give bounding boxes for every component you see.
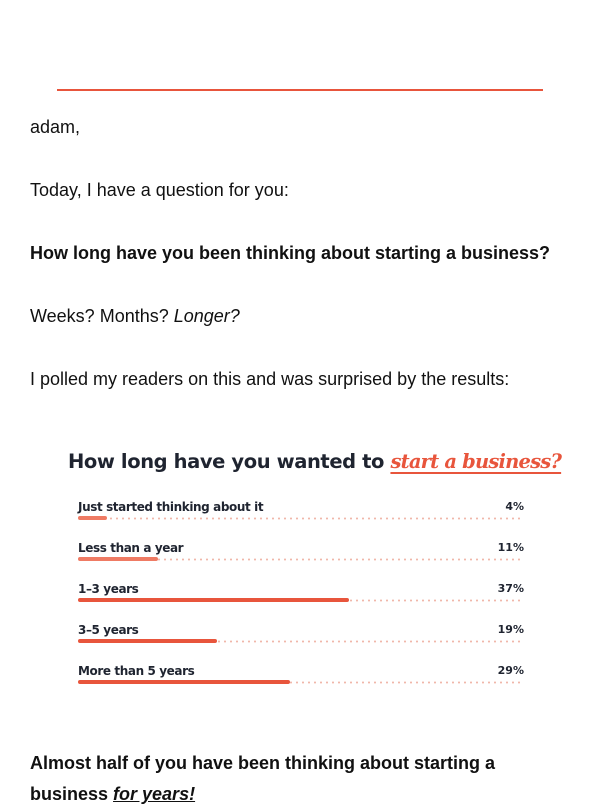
closing-plain: business	[30, 784, 114, 804]
poll-row	[78, 664, 524, 694]
poll-percentage: 37%	[497, 582, 524, 595]
options-italic: Longer?	[173, 306, 240, 326]
options-line	[30, 305, 240, 327]
poll-percentage: 11%	[497, 541, 524, 554]
closing-line-1: Almost half of you have been thinking about starting a	[30, 753, 496, 773]
poll-bar-track	[78, 517, 524, 520]
poll-option-label: Just started thinking about it	[78, 500, 264, 514]
poll-bar	[78, 598, 349, 602]
poll-bar	[78, 680, 290, 684]
closing-paragraph	[30, 748, 495, 810]
poll-row	[78, 500, 524, 530]
poll-option-label: 1–3 years	[78, 582, 139, 596]
poll-option-label: More than 5 years	[78, 664, 195, 678]
greeting: adam,	[30, 117, 81, 137]
poll-row	[78, 541, 524, 571]
poll-title-plain: How long have you wanted to	[68, 450, 391, 473]
header-divider	[57, 89, 543, 91]
poll-title-accent: start a business?	[390, 450, 562, 473]
poll-option-label: Less than a year	[78, 541, 184, 555]
poll-bar	[78, 516, 107, 520]
question-line: How long have you been thinking about starting a business?	[30, 243, 551, 263]
poll-bar	[78, 557, 158, 561]
options-plain: Weeks? Months?	[30, 306, 174, 326]
poll-option-label: 3–5 years	[78, 623, 139, 637]
poll-title	[68, 445, 562, 479]
closing-line-2	[30, 779, 495, 810]
poll-percentage: 19%	[497, 623, 524, 636]
poll-percentage: 29%	[497, 664, 524, 677]
intro-line: Today, I have a question for you:	[30, 180, 289, 200]
poll-results-chart	[68, 445, 562, 678]
poll-row	[78, 623, 524, 653]
poll-percentage: 4%	[505, 500, 524, 513]
closing-emphasis: for years!	[113, 784, 196, 804]
poll-row	[78, 582, 524, 612]
poll-bar	[78, 639, 217, 643]
poll-intro-line: I polled my readers on this and was surprised by the results:	[30, 369, 510, 389]
